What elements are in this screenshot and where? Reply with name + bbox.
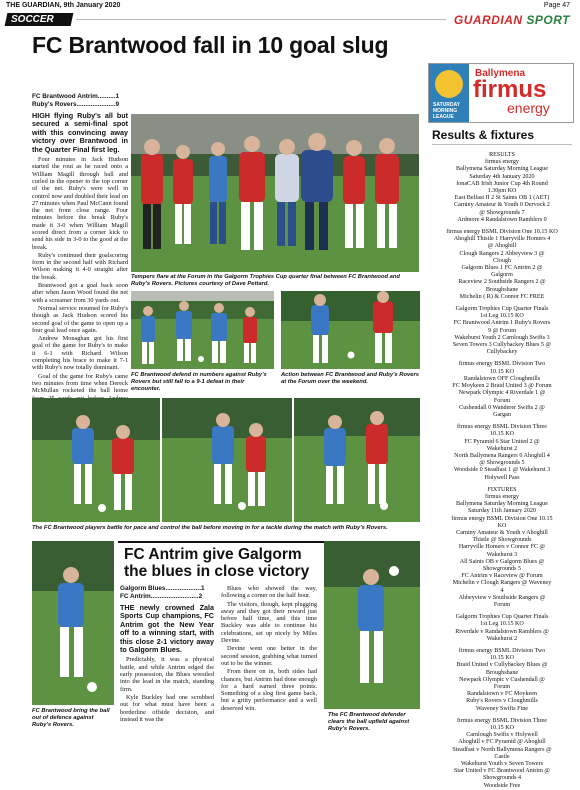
- publication-date: THE GUARDIAN, 9th January 2020: [6, 2, 121, 9]
- results-line: Ballymena Saturday Morning League: [456, 166, 548, 173]
- results-line: Wakehurst Youth v Seven Towers: [460, 761, 544, 768]
- results-line: Forum: [493, 684, 511, 691]
- ad-bottom-text: MORNING LEAGUE: [433, 108, 458, 120]
- results-line: FC Moykeen 2 Braid United 3 @ Forum: [452, 383, 552, 390]
- results-line: Raceview 2 Southside Rangers 2 @: [458, 279, 546, 286]
- results-line: Carnlough Swifts v Holywell: [466, 732, 538, 739]
- second-headline-line: FC Antrim give Galgorm: [124, 546, 302, 563]
- photo-bring-ball-out: [32, 541, 114, 705]
- results-line: Waveney Swifts Fine: [476, 705, 528, 712]
- article-lead: HIGH flying Ruby's all but secured a semi-final spot with this convincing away victory over Brantwood in the Quarter Final first leg.: [32, 111, 128, 154]
- results-line: Wakehurst 2: [486, 445, 518, 452]
- results-line: RESULTS: [489, 152, 515, 158]
- main-headline: FC Brantwood fall in 10 goal slug: [32, 32, 389, 58]
- ad-top-text: SATURDAY: [433, 102, 460, 108]
- results-line: fonaCAB Irish Junior Cup 4th Round: [456, 180, 548, 187]
- paragraph: Predictably, it was a physical battle, and while Antrim edged the early possession, the Blues wrestled into the lead in the match, standing firm.: [120, 656, 214, 693]
- results-line: 10.15 KO: [489, 431, 515, 438]
- results-line: All Saints OB v Galgorm Blues @: [459, 558, 545, 565]
- results-line: Newpark Olympic 4 Riverdale 1 @: [458, 390, 546, 397]
- results-line: Michelin v Clough Rangers @ Waveney: [452, 580, 552, 587]
- ad-location: Ballymena: [475, 68, 526, 79]
- results-line: Abbeyview v Southside Rangers @: [458, 594, 546, 601]
- results-line: KO: [497, 522, 507, 529]
- results-line: firmus energy: [485, 493, 519, 500]
- results-line: FC Antrim v Raceview @ Forum: [461, 573, 543, 580]
- photo-battle-3: [294, 398, 420, 522]
- results-line: Ardmore 4 Randalstown Ramblers 0: [457, 216, 547, 223]
- paragraph: Four minutes in Jack Hudson started the rout as he raced onto a William Magill through ball and curled in the opener to the top corner of the net. Ruby's were well in control now and doubled their lead on 27 minutes when Paul McCann found the net from close range. Four minutes before the break Ruby's made it 3-0 when William Magill scored direct from a corner kick to send his side in 3-0 to the good at the break.: [32, 156, 128, 251]
- results-list: [432, 152, 572, 790]
- article-body: [32, 93, 128, 425]
- results-line: @ Showgrounds 7: [479, 209, 525, 216]
- caption-action: Action between FC Brantwood and Ruby's Rovers at the Forum over the weekend.: [281, 372, 419, 385]
- results-rule: [432, 144, 572, 145]
- results-line: firmus energy BSML Division One 10.15: [451, 515, 553, 522]
- second-article-col2: [221, 585, 317, 713]
- photo-defend-in-numbers: [131, 291, 274, 369]
- caption-bottom-right: The FC Brantwood defender clears the ball upfield against Ruby's Rovers.: [328, 712, 410, 732]
- results-line: Forum: [493, 397, 511, 404]
- results-line: Clough: [493, 257, 511, 264]
- results-line: Braid United v Cullybackey Blues @: [456, 662, 548, 669]
- results-line: firmus energy BSML Division Three: [457, 717, 547, 724]
- photo-battle-1: [32, 398, 160, 522]
- paragraph: Brantwood got a goal back soon after when Jason Wood found the net with a screamer from 30 yards out.: [32, 282, 128, 304]
- results-line: firmus energy BSML Division Two: [458, 361, 546, 368]
- results-line: Cullybackey: [486, 349, 518, 356]
- caption-wide: The FC Brantwood players battle for pace and control the ball before moving in for a tackle during the match with Ruby's Rovers.: [32, 525, 388, 531]
- results-line: Ahoghill Thistle 1 Harryville Homers 4: [453, 236, 551, 243]
- results-line: Cushendall 0 Wanderer Swifts 2 @: [459, 404, 545, 411]
- results-line: Saturday 11th January 2020: [468, 508, 536, 515]
- brand-logo: GUARDIAN SPORT: [453, 13, 570, 27]
- results-line: Michelin ( R) & Connor FC FREE: [459, 293, 545, 300]
- results-line: firmus energy BSML Division Two: [458, 648, 546, 654]
- photo-tempers-flare: [131, 114, 419, 272]
- photo-battle-2: [162, 398, 292, 522]
- results-line: Forum: [493, 601, 511, 608]
- results-line: Ruby's Rovers v Cloughmills: [466, 698, 538, 705]
- results-line: Gargan: [493, 411, 511, 418]
- caption-top-photo: Tempers flare at the Forum in the Galgorm Trophies Cup quarter final between FC Brantwood and Ruby's Rovers. Pictures courtesy of Dave Pettard.: [131, 274, 400, 287]
- results-line: 1.30pm KO: [487, 188, 517, 195]
- results-line: Galgorm Trophies Cup Quarter Finals: [455, 306, 549, 313]
- results-line: 10.15 KO: [489, 725, 515, 732]
- results-line: Wakehurst 3: [486, 551, 518, 558]
- photo-defender-clears: [324, 541, 420, 709]
- results-line: Holywell Pass: [484, 474, 520, 481]
- results-line: Carniny Amateur & Youth 0 Dervock 2: [454, 202, 550, 209]
- results-line: Thistle @ Showgrounds: [472, 537, 532, 544]
- results-line: Star United v FC Brantwood Antrim @: [453, 768, 550, 775]
- results-line: 1st Leg 10.15 KO: [480, 621, 524, 628]
- results-line: Randalstown OFF Cloughmills: [463, 375, 541, 382]
- results-line: Seven Towers 3 Cullybackey Blues 5 @: [452, 342, 552, 349]
- results-line: Ballymena Saturday Morning League: [456, 501, 548, 508]
- results-line: Castle: [494, 753, 510, 760]
- results-line: FIXTURES: [487, 486, 517, 493]
- results-line: firmus energy: [485, 159, 519, 166]
- results-line: East Belfast II 2 St Saints OB 1 (AET): [454, 195, 550, 202]
- results-line: Harryville Homers v Connor FC @: [458, 544, 546, 551]
- paragraph: Goal of the game for Ruby's came two minutes from time when Dereck McMullan rocketed the ball home: [32, 372, 128, 395]
- results-line: 4: [500, 587, 504, 594]
- results-line: @ Ahoghill: [487, 243, 517, 250]
- results-line: @ Showgrounds 5: [479, 460, 525, 467]
- second-lead: THE newly crowned Zala Sports Cup champions, FC Antrim got the New Year off to a winning start, with this close 2-1 victory away to Galgorm Blues.: [120, 603, 214, 655]
- results-line: Newpark Olympic v Cushendall @: [459, 676, 545, 683]
- paragraph: From there on in, both sides had chances, but Antrim had done enough for a hard earned three points. Something of a slog first game back, but a gritty performance and a well deserved win.: [221, 668, 317, 712]
- results-line: Broughshane: [485, 669, 519, 676]
- section-tag: SOCCER: [5, 13, 74, 26]
- results-line: 1st Leg 10.15 KO: [480, 313, 524, 320]
- second-headline-line: the blues in close victory: [124, 563, 310, 580]
- paragraph: Andrew Monaghan got his first goal of the game for Ruby's to make it 6-1 with Richard Wilson completing his brace to make it 7-1 with Ruby's now totally dominant.: [32, 335, 128, 372]
- score-line: FC Brantwood Antrim..........1: [32, 93, 120, 100]
- results-line: Galgorm Trophies Cup Quarter Finals: [455, 614, 549, 621]
- photo-action-at-forum: [281, 291, 420, 369]
- results-line: Showgrounds 5: [482, 565, 522, 572]
- ad-brand-2: energy: [507, 100, 550, 116]
- second-article-rule: [118, 541, 333, 543]
- results-line: Wakehurst Youth 2 Carnlough Swifts 3: [454, 334, 550, 341]
- ad-brand: firmus: [473, 76, 547, 103]
- sponsor-ad: [428, 63, 574, 123]
- results-line: North Ballymena Rangers 0 Ahoghill 4: [454, 452, 550, 459]
- paragraph: The visitors, though, kept plugging away and they got their reward just before half time, and this time Buckley was able to continue his celebrations, set up nicely by Miles Devine.: [221, 600, 317, 645]
- results-heading: Results & fixtures: [432, 128, 535, 142]
- results-line: 10.15 KO: [489, 368, 515, 375]
- results-line: 9 @ Forum: [488, 327, 516, 334]
- results-line: Saturday 4th January 2020: [469, 173, 535, 180]
- paragraph: Kyle Buckley had one scrubbed out for what must have been a borderline offside decision, and instead it was the: [120, 693, 214, 723]
- results-line: firmus energy BSML Division One 10.15 KO: [446, 229, 558, 236]
- results-line: Riverdale v Randalstown Ramblers @: [455, 628, 549, 635]
- results-line: 10.15 KO: [489, 655, 515, 662]
- page-number: Page 47: [543, 2, 570, 9]
- results-line: Carniny Amateur & Youth v Ahoghill: [456, 529, 548, 536]
- paragraph: Blues who showed the way, following a corner on the half hour.: [221, 585, 317, 600]
- results-line: Steadfast v North Ballymena Rangers @: [452, 746, 552, 753]
- results-line: Wakehurst 2: [486, 635, 518, 642]
- paragraph: Normal service resumed for Ruby's though as Jack Hudson scored his second goal of the game to open up a four goal lead once again.: [32, 304, 128, 334]
- paragraph: Ruby's continued their goalscoring form in the second half with Richard Wilson making it 4-0 straight after the break.: [32, 251, 128, 281]
- score-line: FC Antrim...........................2: [120, 593, 203, 600]
- results-line: Clough Rangers 2 Abbeyview 3 @: [459, 250, 545, 257]
- caption-defend: FC Brantwood defend in numbers against Ruby's Rovers but still fall to a 9-1 defeat in their encounter.: [131, 372, 267, 392]
- results-line: Woodside Free: [483, 782, 521, 789]
- score-line: Ruby's Rovers......................9: [32, 101, 120, 108]
- results-line: Showgrounds 4: [482, 775, 522, 782]
- results-line: Woodside 0 Steadfast 1 @ Wakehurst 3: [453, 467, 551, 474]
- paragraph: Devine went one better in the second session, grabbing what turned out to be the winner.: [221, 645, 317, 667]
- results-line: Ahoghill v FC Pyramid @ Ahoghill: [458, 739, 546, 746]
- results-line: Galgorm: [491, 272, 513, 279]
- second-article-col1: [120, 585, 214, 724]
- results-line: Galgorm Blues 1 FC Antrim 2 @: [461, 265, 543, 272]
- caption-bottom-left: FC Brantwood bring the ball out of defence against Ruby's Rovers.: [32, 708, 110, 728]
- results-line: Broughshane: [485, 286, 519, 293]
- results-line: FC Pyramid 6 Star United 2 @: [464, 438, 540, 445]
- score-line: Galgorm Blues....................1: [120, 585, 205, 592]
- header-rule: [76, 19, 446, 20]
- results-line: Randalstown v FC Moykeen: [467, 691, 537, 698]
- results-line: firmus energy BSML Division Three: [457, 424, 547, 431]
- second-headline: [124, 546, 336, 580]
- results-line: FC Brantwood Antrim 1 Ruby's Rovers: [453, 320, 551, 327]
